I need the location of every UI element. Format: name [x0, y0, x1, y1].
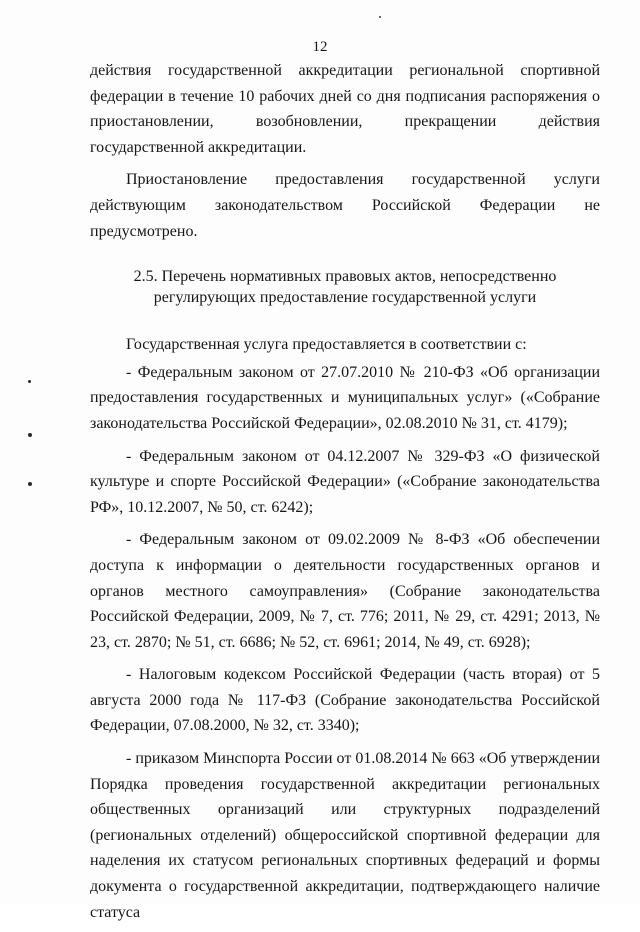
list-item: - Федеральным законом от 04.12.2007 № 329-ФЗ «О физической культуре и спорте Российской Федерации» («Собрание законодательства РФ», 10.12.2007, № 50, ст. 6242);	[90, 447, 600, 516]
scan-speck	[379, 16, 381, 18]
section-heading-line: 2.5. Перечень нормативных правовых актов, непосредственно	[133, 268, 557, 286]
document-body	[90, 58, 600, 932]
margin-mark	[28, 482, 32, 486]
list-item: - Налоговым кодексом Российской Федерации (часть вторая) от 5 августа 2000 года № 117-ФЗ (Собрание законодательства Российской Федерации, 07.08.2000, № 32, ст. 3340);	[90, 666, 600, 735]
margin-mark	[28, 380, 31, 383]
page-number: 12	[312, 39, 328, 55]
list-item: - Федеральным законом от 27.07.2010 № 210-ФЗ «Об организации предоставления государственных и муниципальных услуг» («Собрание законодательства Российской Федерации», 02.08.2010 № 31, ст. 4179);	[90, 363, 600, 432]
list-item: - Федеральным законом от 09.02.2009 № 8-ФЗ «Об обеспечении доступа к информации о деятельности государственных органов и органов местного самоуправления» (Собрание законодательства Российской Федерации, 2009, № 7, ст. 776; 2011, № 29, ст. 4291; 2013, № 23, ст. 2870; № 51, ст. 6686; № 52, ст. 6961; 2014, № 49, ст. 6928);	[90, 531, 600, 651]
section-heading	[90, 266, 600, 308]
paragraph-suspension: Приостановление предоставления государственной услуги действующим законодательством Российской Федерации не предусмотрено.	[90, 171, 600, 240]
section-heading-line: регулирующих предоставление государственной услуги	[153, 289, 537, 307]
paragraph-continuation: действия государственной аккредитации региональной спортивной федерации в течение 10 рабочих дней со дня подписания распоряжения о приостановлении, возобновлении, прекращении действия государственной аккредитации.	[90, 62, 600, 156]
list-item: - приказом Минспорта России от 01.08.2014 № 663 «Об утверждении Порядка проведения государственной аккредитации региональных общественных организаций или структурных подразделений (региональных отделений) общероссийской спортивной федерации для наделения их статусом региональных спортивных федераций и формы документа о государственной аккредитации, подтверждающего наличие статуса	[90, 750, 600, 921]
margin-mark	[28, 433, 32, 437]
list-intro: Государственная услуга предоставляется в соответствии с:	[126, 336, 527, 354]
